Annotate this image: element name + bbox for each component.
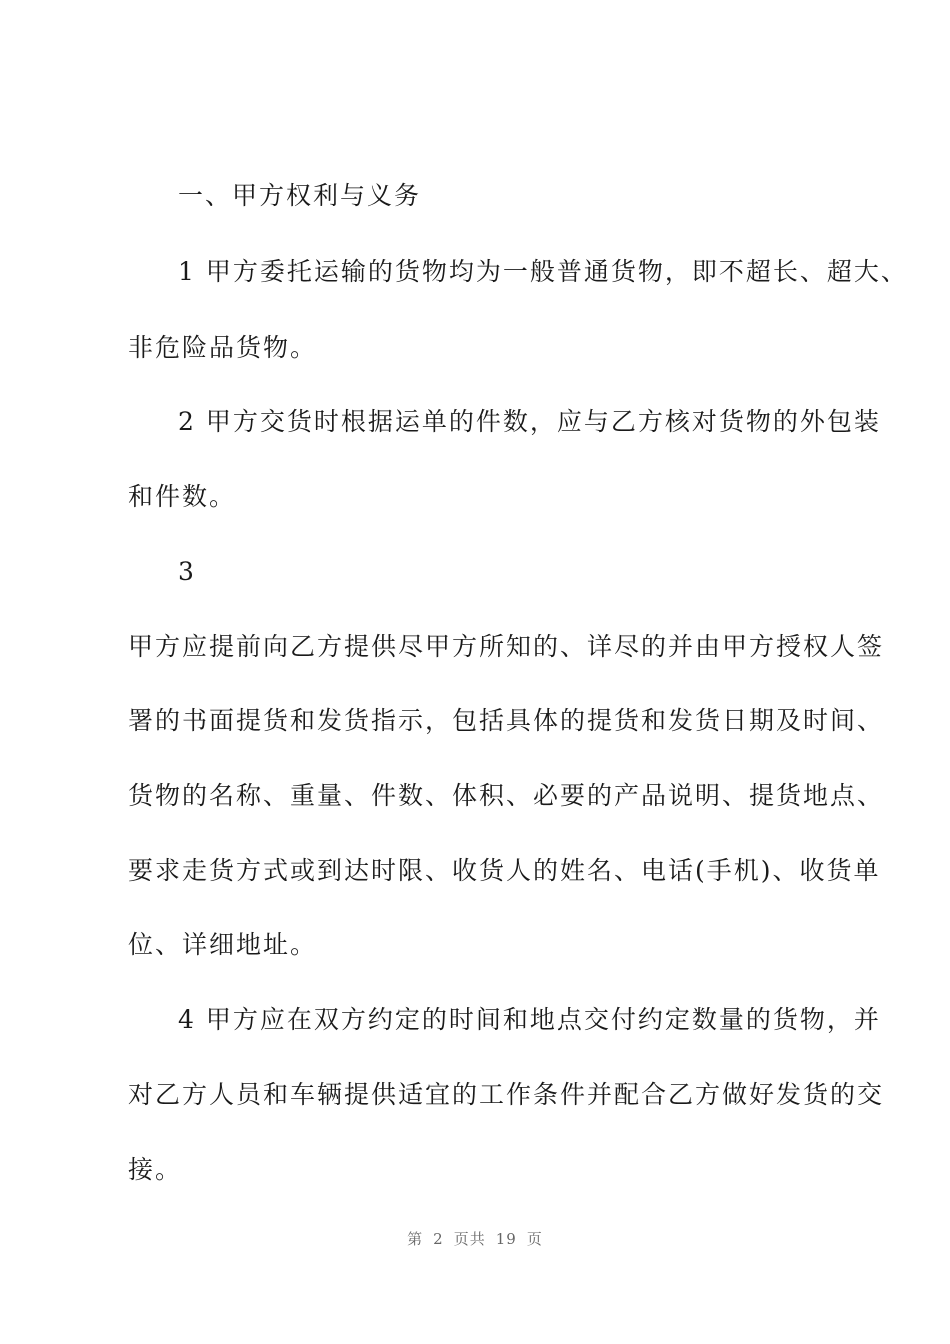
footer-suffix: 页 xyxy=(526,1230,543,1248)
paragraph-line: 3 xyxy=(178,557,196,586)
paragraph-line: 接。 xyxy=(128,1155,183,1184)
footer-middle: 页共 xyxy=(453,1230,486,1248)
footer-total-pages: 19 xyxy=(495,1230,517,1248)
paragraph-line: 要求走货方式或到达时限、收货人的姓名、电话(手机)、收货单 xyxy=(128,856,881,885)
paragraph-line: 甲方应提前向乙方提供尽甲方所知的、详尽的并由甲方授权人签 xyxy=(128,632,885,661)
paragraph-line: 位、详细地址。 xyxy=(128,930,318,959)
footer-prefix: 第 xyxy=(407,1230,424,1248)
paragraph-line: 1 甲方委托运输的货物均为一般普通货物，即不超长、超大、 xyxy=(178,257,908,286)
section-heading: 一、甲方权利与义务 xyxy=(178,181,422,210)
paragraph-line: 对乙方人员和车辆提供适宜的工作条件并配合乙方做好发货的交 xyxy=(128,1080,885,1109)
paragraph-line: 4 甲方应在双方约定的时间和地点交付约定数量的货物，并 xyxy=(178,1005,881,1034)
paragraph-line: 2 甲方交货时根据运单的件数，应与乙方核对货物的外包装 xyxy=(178,407,881,436)
paragraph-line: 和件数。 xyxy=(128,482,237,511)
page-footer xyxy=(0,1228,950,1249)
footer-page-number: 2 xyxy=(433,1230,444,1248)
paragraph-line: 非危险品货物。 xyxy=(128,333,318,362)
paragraph-line: 署的书面提货和发货指示，包括具体的提货和发货日期及时间、 xyxy=(128,706,885,735)
paragraph-line: 货物的名称、重量、件数、体积、必要的产品说明、提货地点、 xyxy=(128,781,885,810)
